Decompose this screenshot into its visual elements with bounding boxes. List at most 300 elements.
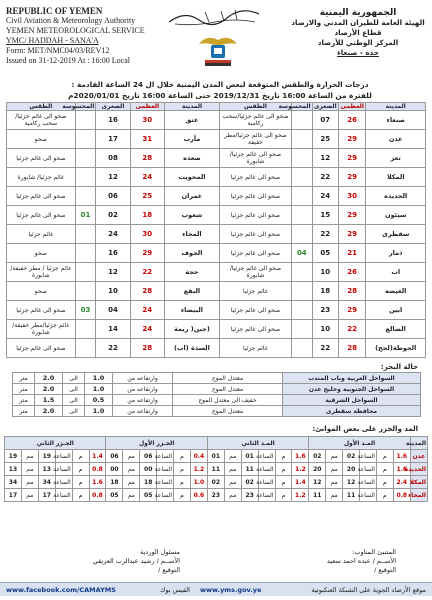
- city-cell: حجة: [164, 263, 219, 282]
- facebook-link[interactable]: www.facebook.com/CAMAYMS: [6, 586, 116, 594]
- min-temp-cell: 02: [96, 206, 130, 225]
- feels-like-cell: [75, 244, 96, 263]
- website-label: موقع الأرصاد الجوية على الشبكة العنكبوتية: [311, 586, 426, 594]
- header-en-line: Civil Aviation & Meteorology Authority: [6, 16, 136, 25]
- forecast-title: درجات الحرارة والطقس المتوقعة لبعض المدن اليمنية خلال ال 24 الساعة القادمة :: [71, 80, 369, 89]
- forecast-row: [7, 263, 426, 282]
- tide-minute: 06: [106, 450, 123, 463]
- header-en-line: YEMEN METEOROLOGICAL SERVICE: [6, 26, 145, 35]
- forecast-row: [7, 301, 426, 320]
- issued-date: Issued on 31-12-2019 At : 16:00 Local: [6, 56, 130, 65]
- tide-minute: 13: [5, 463, 22, 476]
- tide-meter-label: م: [72, 463, 89, 476]
- column-header: الطقس: [219, 103, 291, 111]
- tide-hour: 02: [241, 476, 258, 489]
- tide-label: المد والجزر على بعض الموانئ:: [312, 425, 418, 433]
- tide-height: 1.4: [292, 476, 309, 489]
- tide-meter-label: م: [275, 489, 292, 502]
- feels-like-cell: [75, 111, 96, 130]
- tide-hour-label: الساعة: [258, 476, 275, 489]
- tide-hour: 06: [140, 450, 157, 463]
- tide-hour-label: الساعة: [157, 463, 174, 476]
- tide-height: 0.8: [393, 489, 410, 502]
- tide-meter-label: م: [376, 463, 393, 476]
- city-cell: (جبن( ريمة: [164, 320, 219, 339]
- column-header: الطقس: [7, 103, 76, 111]
- city-cell: الجوف: [164, 244, 219, 263]
- max-temp-cell: 25: [130, 187, 164, 206]
- city-cell: ذمار: [366, 244, 426, 263]
- tide-hour-label: الساعة: [360, 476, 377, 489]
- sea-height-to: 2.0: [35, 406, 63, 417]
- feels-like-cell: [292, 282, 313, 301]
- feels-like-cell: [75, 263, 96, 282]
- tide-minute-label: مم: [123, 489, 140, 502]
- min-temp-cell: 22: [312, 339, 338, 358]
- tide-minute: 01: [207, 450, 224, 463]
- forecast-row: [7, 244, 426, 263]
- weather-cell: صحو الى غائم جزئيا: [219, 187, 291, 206]
- tide-minute-label: مم: [123, 463, 140, 476]
- sea-state-table: [12, 372, 421, 417]
- facebook-label: الفيس بوك: [160, 586, 190, 594]
- forecast-row: [7, 168, 426, 187]
- min-temp-cell: 22: [312, 168, 338, 187]
- feels-like-cell: [292, 339, 313, 358]
- tide-minute-label: مم: [123, 450, 140, 463]
- weather-cell: صحو الى غائم جزئيا: [219, 301, 291, 320]
- tide-hour-label: الساعة: [258, 463, 275, 476]
- tide-minute: 00: [106, 463, 123, 476]
- header-ar-line: حده - صنعاء: [337, 48, 379, 57]
- tide-minute: 17: [5, 489, 22, 502]
- min-temp-cell: 12: [312, 149, 338, 168]
- max-temp-cell: 29: [338, 225, 365, 244]
- weather-cell: صحو: [7, 130, 76, 149]
- column-header: الصغرى: [313, 103, 337, 110]
- sea-height-text: وارتفاعه من: [113, 395, 173, 406]
- tide-minute-label: مم: [224, 476, 241, 489]
- tide-hour-label: الساعة: [55, 463, 72, 476]
- tide-hour-label: الساعة: [55, 476, 72, 489]
- min-temp-cell: 12: [96, 263, 130, 282]
- min-temp-cell: 10: [96, 282, 130, 301]
- min-temp-cell: 10: [312, 320, 338, 339]
- sea-unit: متر: [13, 406, 35, 417]
- tide-minute-label: مم: [21, 489, 38, 502]
- feels-like-cell: [292, 130, 313, 149]
- tide-city: المكلا: [410, 476, 427, 489]
- tide-minute: 23: [207, 489, 224, 502]
- column-header: المدينة: [164, 103, 219, 111]
- header-en-line: Form: MET/NMC04/03/REV12: [6, 46, 110, 55]
- sea-state: معتدل الموج: [173, 373, 283, 384]
- tide-minute-label: مم: [21, 450, 38, 463]
- sea-height-to: 1.5: [35, 395, 63, 406]
- max-temp-cell: 26: [338, 263, 365, 282]
- city-cell: الحديده: [366, 187, 426, 206]
- tide-hour: 00: [140, 463, 157, 476]
- city-cell: تعز: [366, 149, 426, 168]
- sea-separator: الى: [63, 384, 85, 395]
- sea-state: خفيف الى معتدل الموج: [173, 395, 283, 406]
- header-arabic: [288, 8, 428, 58]
- signature-line: التوقيع /: [158, 566, 180, 574]
- tide-meter-label: م: [174, 450, 191, 463]
- city-cell: الغيضه: [366, 282, 426, 301]
- signature-line: التوقيع /: [374, 566, 396, 574]
- sea-height-text: وارتفاعه من: [113, 406, 173, 417]
- tide-height: 0.8: [89, 489, 106, 502]
- min-temp-cell: 22: [96, 339, 130, 358]
- max-temp-cell: 29: [338, 301, 365, 320]
- min-temp-cell: 17: [96, 130, 130, 149]
- tide-hour-label: الساعة: [55, 489, 72, 502]
- column-header: العظمى: [130, 103, 164, 111]
- sea-row: [13, 373, 421, 384]
- city-cell: اب: [366, 263, 426, 282]
- weather-cell: صحو الى غائم جزئيا: [7, 206, 76, 225]
- city-cell: سيئون: [366, 206, 426, 225]
- min-temp-cell: 08: [96, 149, 130, 168]
- max-temp-cell: 30: [338, 187, 365, 206]
- website-link[interactable]: www.yms.gov.ye: [200, 586, 262, 594]
- min-temp-cell: 14: [96, 320, 130, 339]
- tide-hour: 13: [38, 463, 55, 476]
- weather-cell: صحو الى غائم جزئيا/ شابورة: [219, 149, 291, 168]
- tide-minute: 11: [207, 463, 224, 476]
- max-temp-cell: 22: [130, 263, 164, 282]
- forecast-table: [6, 102, 426, 358]
- sea-state-label: حالة البحر:: [380, 363, 418, 371]
- sea-height-from: 1.0: [85, 406, 113, 417]
- weather-cell: صحو: [7, 282, 76, 301]
- min-temp-cell: 12: [96, 168, 130, 187]
- sea-height-from: 1.0: [85, 373, 113, 384]
- tide-city: عدن: [410, 450, 427, 463]
- header-english: [6, 6, 156, 66]
- sea-region: السواحل الغربية وباب المندب: [283, 373, 421, 384]
- tide-row: [5, 463, 428, 476]
- feels-like-cell: [292, 168, 313, 187]
- tide-hour: 20: [343, 463, 360, 476]
- forecast-row: [7, 130, 426, 149]
- footer-bar: [0, 582, 432, 596]
- weather-cell: غائم جزئيا: [219, 339, 291, 358]
- city-cell: السدة (اب): [164, 339, 219, 358]
- max-temp-cell: 24: [130, 320, 164, 339]
- tide-meter-label: م: [72, 489, 89, 502]
- feels-like-cell: 03: [75, 301, 96, 320]
- min-temp-cell: 04: [96, 301, 130, 320]
- feels-like-cell: [292, 301, 313, 320]
- sea-separator: الى: [63, 406, 85, 417]
- tide-hour: 11: [241, 463, 258, 476]
- weather-cell: غائم جزئيا/ شابورة: [7, 168, 76, 187]
- tide-hour-label: الساعة: [360, 450, 377, 463]
- min-temp-cell: 15: [312, 206, 338, 225]
- forecast-header-row: [7, 103, 426, 111]
- max-temp-cell: 29: [338, 149, 365, 168]
- weather-cell: صحو الى غائم جزئيا/ شابورة: [219, 263, 291, 282]
- tide-minute-label: مم: [326, 476, 343, 489]
- tide-group-header: المـد الثاني: [207, 437, 308, 450]
- max-temp-cell: 24: [130, 301, 164, 320]
- feels-like-cell: [292, 206, 313, 225]
- tide-hour-label: الساعة: [258, 450, 275, 463]
- weather-cell: صحو الى غائم جزئيا/سحب ركامية: [219, 111, 291, 130]
- forecast-row: [7, 225, 426, 244]
- feels-like-cell: [292, 149, 313, 168]
- forecaster-signature: [246, 548, 396, 575]
- feels-like-cell: [292, 187, 313, 206]
- tide-group-header: الجـزر الأول: [106, 437, 207, 450]
- tide-hour: 34: [38, 476, 55, 489]
- tide-meter-label: م: [376, 489, 393, 502]
- tide-minute: 34: [5, 476, 22, 489]
- sea-region: السواحل الشرقية: [283, 395, 421, 406]
- city-cell: صعده: [164, 149, 219, 168]
- sea-state: معتدل الموج: [173, 384, 283, 395]
- city-cell: البيضاء: [164, 301, 219, 320]
- tide-table: [4, 436, 428, 502]
- max-temp-cell: 26: [338, 111, 365, 130]
- header-ar-line: قطاع الأرصاد: [334, 28, 382, 37]
- sea-row: [13, 395, 421, 406]
- tide-minute-label: مم: [224, 463, 241, 476]
- tide-height: 0.4: [190, 450, 207, 463]
- tide-hour-label: الساعة: [360, 463, 377, 476]
- forecast-row: [7, 206, 426, 225]
- feels-like-cell: [292, 320, 313, 339]
- tide-height: 1.2: [292, 463, 309, 476]
- tide-minute-label: مم: [21, 463, 38, 476]
- forecast-row: [7, 187, 426, 206]
- tide-hour: 18: [140, 476, 157, 489]
- city-cell: المكلا: [366, 168, 426, 187]
- tide-height: 1.2: [292, 489, 309, 502]
- tide-minute-label: مم: [326, 489, 343, 502]
- max-temp-cell: 28: [338, 339, 365, 358]
- basmala-calligraphy: [165, 6, 263, 28]
- tide-hour: 23: [241, 489, 258, 502]
- max-temp-cell: 29: [338, 130, 365, 149]
- weather-cell: غائم جزئيا/مطر خفيفة/شابورة: [7, 320, 76, 339]
- tide-hour: 19: [38, 450, 55, 463]
- weather-cell: صحو الى غائم جزئيا: [219, 244, 291, 263]
- weather-cell: صحو الى غائم جزئيا: [7, 187, 76, 206]
- tide-meter-label: م: [275, 476, 292, 489]
- tide-meter-label: م: [174, 476, 191, 489]
- tide-height: 1.0: [190, 476, 207, 489]
- sea-region: السواحل الجنوبية وخليج عدن: [283, 384, 421, 395]
- max-temp-cell: 31: [130, 130, 164, 149]
- feels-like-cell: [292, 225, 313, 244]
- tide-hour: 11: [343, 489, 360, 502]
- min-temp-cell: 24: [312, 187, 338, 206]
- tide-hour-label: الساعة: [157, 489, 174, 502]
- header-ar-line: الجمهورية اليمنية: [319, 8, 397, 18]
- tide-hour: 02: [343, 450, 360, 463]
- feels-like-cell: [292, 111, 313, 130]
- sea-height-to: 2.0: [35, 384, 63, 395]
- sea-separator: الى: [63, 373, 85, 384]
- tide-minute: 05: [106, 489, 123, 502]
- sea-row: [13, 406, 421, 417]
- weather-cell: صحو الى غائم جزئيا: [219, 206, 291, 225]
- forecast-period: للفترة من الساعة 16:00 تاريخ 2019/12/31 حتى الساعة 16:00 تاريخ 2020/01/01م: [68, 91, 372, 100]
- max-temp-cell: 22: [338, 320, 365, 339]
- tide-meter-label: م: [376, 476, 393, 489]
- min-temp-cell: 05: [312, 244, 338, 263]
- tide-hour-label: الساعة: [360, 489, 377, 502]
- tide-minute-label: مم: [326, 450, 343, 463]
- sea-height-from: 1.0: [85, 384, 113, 395]
- tide-meter-label: م: [376, 450, 393, 463]
- tide-minute: 02: [207, 476, 224, 489]
- max-temp-cell: 29: [338, 168, 365, 187]
- tide-row: [5, 476, 428, 489]
- tide-height: 1.2: [190, 463, 207, 476]
- forecast-row: [7, 149, 426, 168]
- tide-height: 1.4: [89, 450, 106, 463]
- feels-like-cell: [75, 168, 96, 187]
- tide-hour-label: الساعة: [157, 476, 174, 489]
- weather-cell: صحو الى غائم جزئيا: [219, 168, 291, 187]
- forecast-row: [7, 282, 426, 301]
- signature-line: مسئول الوردية: [140, 548, 180, 556]
- column-header: المحسوسة: [62, 103, 95, 110]
- tide-meter-label: م: [72, 476, 89, 489]
- tide-minute-label: مم: [123, 476, 140, 489]
- sea-unit: متر: [13, 384, 35, 395]
- min-temp-cell: 22: [312, 225, 338, 244]
- city-cell: مأرب: [164, 130, 219, 149]
- tide-height: 2.4: [393, 476, 410, 489]
- min-temp-cell: 25: [312, 130, 338, 149]
- city-cell: الحوطة(لحج): [366, 339, 426, 358]
- sea-unit: متر: [13, 395, 35, 406]
- tide-row: [5, 489, 428, 502]
- tide-hour: 12: [343, 476, 360, 489]
- sea-region: محافظة سقطرى: [283, 406, 421, 417]
- feels-like-cell: 01: [75, 206, 96, 225]
- forecast-row: [7, 111, 426, 130]
- tide-hour-label: الساعة: [55, 450, 72, 463]
- tide-group-header: المـد الأول: [309, 437, 410, 450]
- sea-height-text: وارتفاعه من: [113, 373, 173, 384]
- min-temp-cell: 10: [312, 263, 338, 282]
- max-temp-cell: 21: [338, 244, 365, 263]
- weather-cell: غائم جزئيا / مطر خفيفة/شابورة: [7, 263, 76, 282]
- tide-height: 1.6: [89, 476, 106, 489]
- city-cell: المخاء: [164, 225, 219, 244]
- sea-height-from: 0.5: [85, 395, 113, 406]
- min-temp-cell: 24: [96, 225, 130, 244]
- max-temp-cell: 28: [130, 339, 164, 358]
- sea-unit: متر: [13, 373, 35, 384]
- weather-cell: صحو الى غائم جزئيا: [7, 301, 76, 320]
- tide-group-header: الجـزر الثاني: [5, 437, 106, 450]
- city-cell: صنعاء: [366, 111, 426, 130]
- max-temp-cell: 29: [338, 206, 365, 225]
- feels-like-cell: [75, 282, 96, 301]
- forecast-row: [7, 339, 426, 358]
- tide-hour: 05: [140, 489, 157, 502]
- weather-cell: صحو الى غائم جزئيا: [219, 225, 291, 244]
- tide-minute-label: مم: [224, 489, 241, 502]
- feels-like-cell: [75, 225, 96, 244]
- tide-header-row: [5, 437, 428, 450]
- yemen-emblem-icon: [195, 30, 241, 70]
- weather-cell: صحو الى غائم جزئيا/مطر خفيفة: [219, 130, 291, 149]
- signature-line: الأســم / عبده احمد سعيد: [326, 557, 396, 565]
- feels-like-cell: [75, 187, 96, 206]
- tide-hour: 17: [38, 489, 55, 502]
- tide-minute: 11: [309, 489, 326, 502]
- tide-minute: 19: [5, 450, 22, 463]
- min-temp-cell: 07: [312, 111, 338, 130]
- weather-cell: صحو: [7, 244, 76, 263]
- tide-height: 1.6: [393, 463, 410, 476]
- signature-line: الأســم / رشيد عبدالرب العريقي: [92, 557, 180, 565]
- weather-cell: صحو الى غائم جزئيا: [7, 149, 76, 168]
- min-temp-cell: 23: [312, 301, 338, 320]
- tide-hour-label: الساعة: [157, 450, 174, 463]
- max-temp-cell: 24: [130, 168, 164, 187]
- tide-meter-label: م: [275, 450, 292, 463]
- feels-like-cell: [75, 339, 96, 358]
- city-cell: البقع: [164, 282, 219, 301]
- tide-city-header: المدينة: [410, 437, 427, 450]
- tide-meter-label: م: [275, 463, 292, 476]
- header-ar-line: المركز الوطني للأرصاد: [317, 38, 399, 47]
- tide-minute-label: مم: [21, 476, 38, 489]
- feels-like-cell: [292, 263, 313, 282]
- tide-height: 0.8: [89, 463, 106, 476]
- sea-separator: الى: [63, 395, 85, 406]
- forecast-row: [7, 320, 426, 339]
- header-en-line: YMC/ HADDAH - SANA'A: [6, 36, 99, 45]
- signature-line: المتنبئ المناوب:: [352, 548, 396, 556]
- city-cell: عتق: [164, 111, 219, 130]
- weather-cell: صحو الى غائم جزئيا: [219, 320, 291, 339]
- tide-height: 1.6: [393, 450, 410, 463]
- max-temp-cell: 30: [130, 225, 164, 244]
- tide-minute: 12: [309, 476, 326, 489]
- city-cell: شعوب: [164, 206, 219, 225]
- column-header: المدينة: [366, 103, 426, 111]
- tide-hour: 01: [241, 450, 258, 463]
- feels-like-cell: 04: [292, 244, 313, 263]
- tide-minute: 02: [309, 450, 326, 463]
- column-header: العظمى: [340, 103, 364, 110]
- max-temp-cell: 28: [130, 282, 164, 301]
- feels-like-cell: [75, 320, 96, 339]
- city-cell: سقطرى: [366, 225, 426, 244]
- min-temp-cell: 18: [312, 282, 338, 301]
- min-temp-cell: 16: [96, 111, 130, 130]
- weather-cell: غائم جزئيا: [7, 225, 76, 244]
- sea-row: [13, 384, 421, 395]
- tide-meter-label: م: [174, 463, 191, 476]
- tide-minute-label: مم: [224, 450, 241, 463]
- max-temp-cell: 18: [130, 206, 164, 225]
- header-en-line: REPUBLIC OF YEMEN: [6, 6, 103, 16]
- column-header: المحسوسة: [278, 103, 311, 110]
- feels-like-cell: [75, 130, 96, 149]
- city-cell: المحويت: [164, 168, 219, 187]
